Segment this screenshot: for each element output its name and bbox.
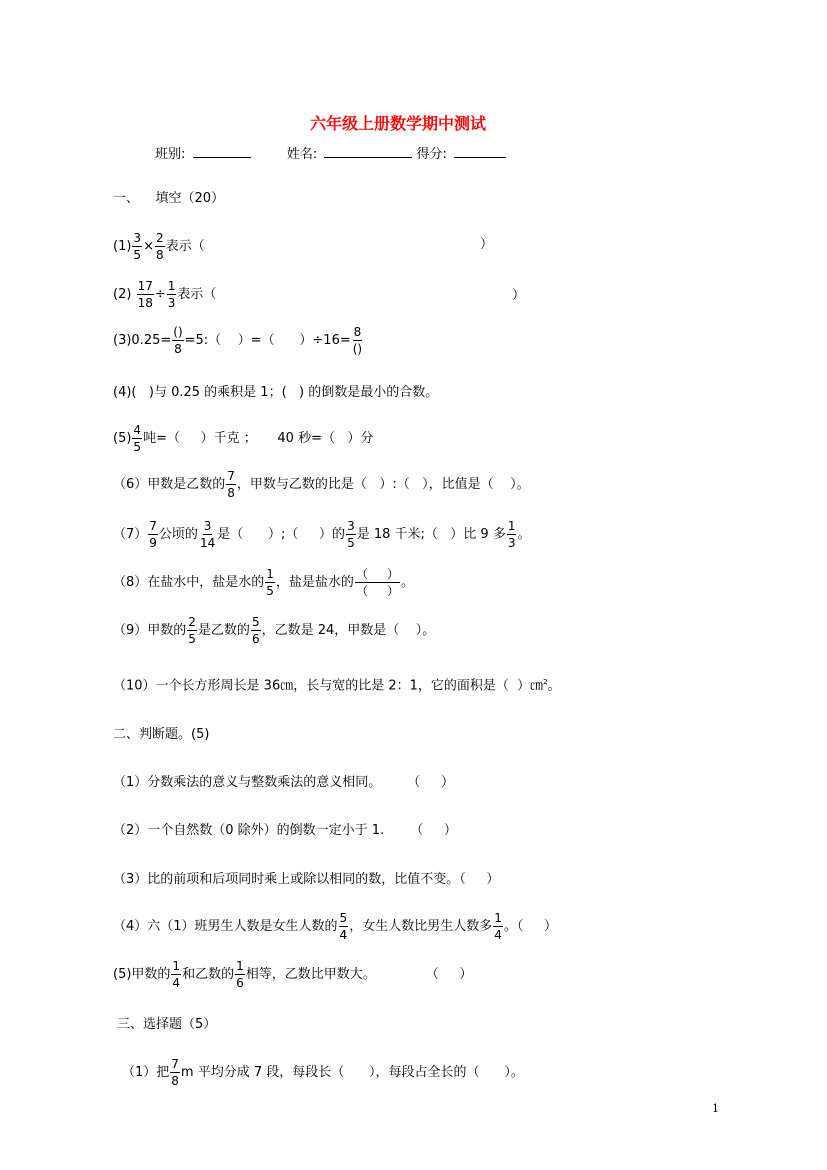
q-text: （2）一个自然数（0 除外）的倒数一定小于 1. <box>113 823 385 838</box>
s1-q2 <box>113 280 525 309</box>
class-blank[interactable] <box>193 157 251 158</box>
s1-q6 <box>113 470 530 499</box>
s3-q1 <box>122 1058 524 1087</box>
q-text: （4）六（1）班男生人数是女生人数的 <box>113 919 338 934</box>
q-text: ，盐是盐水的 <box>275 575 354 590</box>
fraction: $\frac{1}{3}$ <box>167 279 176 310</box>
fraction: $\frac{()}{8}$ <box>173 325 183 356</box>
q-text: 是乙数的 <box>197 623 250 638</box>
fraction: $\frac{7}{8}$ <box>171 1057 179 1088</box>
score-blank[interactable] <box>454 157 506 158</box>
page-title: 六年级上册数学期中测试 <box>310 114 487 133</box>
header-row <box>155 148 506 161</box>
q-text: （8）在盐水中，盐是水的 <box>113 575 265 590</box>
fraction: $\frac{2}{8}$ <box>155 231 164 262</box>
name-label: 姓名: <box>286 147 318 162</box>
s2-q4 <box>113 912 557 941</box>
s1-q10 <box>113 679 561 692</box>
name-blank[interactable] <box>324 157 412 158</box>
s1-q9 <box>113 616 435 645</box>
q-number: (2) <box>113 287 132 302</box>
q-text: 和乙数的 <box>182 967 235 982</box>
q-text: 是（ ）;（ ）的 <box>217 527 346 542</box>
q-text: 相等，乙数比甲数大。 <box>245 967 376 982</box>
fraction-blank[interactable]: $\frac{( )}{( )}$ <box>355 567 400 598</box>
q-text: （1）把 <box>122 1065 170 1080</box>
s2-q2 <box>113 824 457 837</box>
q-text: 公顷的 <box>158 527 198 542</box>
fraction: $\frac{17}{18}$ <box>137 279 153 310</box>
fraction: $\frac{7}{9}$ <box>149 519 157 550</box>
q-text: 。 <box>517 527 531 542</box>
s1-q7 <box>113 520 530 549</box>
q-text: ，乙数是 24，甲数是（ ）。 <box>261 623 436 638</box>
q-text: 。 <box>547 678 561 694</box>
q-text: 。 <box>401 575 415 590</box>
q-text: 表示（ <box>177 287 217 302</box>
q-text: (3)0.25= <box>113 333 172 348</box>
q-text: (5)甲数的 <box>113 967 171 982</box>
section3-heading: 三、选择题（5） <box>117 1017 217 1032</box>
fraction: $\frac{8}{()}$ <box>352 325 363 356</box>
q-close: ） <box>511 288 525 303</box>
fraction: $\frac{4}{5}$ <box>133 423 142 454</box>
fraction: $\frac{1}{3}$ <box>507 519 516 550</box>
q-number: (5) <box>113 431 132 446</box>
s1-q5 <box>113 424 373 453</box>
s1-q8 <box>113 568 414 597</box>
q-close: ） <box>479 237 493 252</box>
q-text: ，甲数与乙数的比是（ ）:（ ），比值是（ ）。 <box>236 477 530 492</box>
fraction: $\frac{3}{5}$ <box>133 231 142 262</box>
q-text: 。（ ） <box>503 919 558 934</box>
q-number: （7） <box>113 527 148 542</box>
s1-q4: (4)( )与 0.25 的乘积是 1；( ) 的倒数是最小的合数。 <box>113 385 439 400</box>
s2-q3: （3）比的前项和后项同时乘上或除以相同的数，比值不变。（ ） <box>113 872 500 887</box>
s2-q1 <box>113 776 454 789</box>
q-text: （10）一个长方形周长是 36㎝，长与宽的比是 2：1，它的面积是（ ）㎝ <box>113 678 544 694</box>
operator: ÷ <box>154 287 166 302</box>
answer-paren[interactable]: （ ） <box>425 967 473 982</box>
section1-heading: 一、 填空（20） <box>113 191 225 206</box>
class-label: 班别: <box>155 147 186 162</box>
fraction: $\frac{1}{5}$ <box>266 567 274 598</box>
section2-heading: 二、判断题。(5) <box>113 727 210 742</box>
fraction: $\frac{5}{4}$ <box>339 911 348 942</box>
fraction: $\frac{1}{4}$ <box>172 959 181 990</box>
fraction: $\frac{3}{14}$ <box>199 519 216 550</box>
superscript: 2 <box>543 678 548 686</box>
q-text: （1）分数乘法的意义与整数乘法的意义相同。 <box>113 775 382 790</box>
score-label: 得分: <box>416 147 447 162</box>
operator: × <box>143 239 154 254</box>
q-text: m 平均分成 7 段，每段长（ ），每段占全长的（ ）。 <box>180 1065 524 1080</box>
fraction: $\frac{1}{4}$ <box>494 911 502 942</box>
q-text: 表示（ <box>165 239 205 254</box>
answer-paren[interactable]: （ ） <box>407 775 454 790</box>
answer-paren[interactable]: （ ） <box>410 823 457 838</box>
fraction: $\frac{7}{8}$ <box>227 469 235 500</box>
fraction: $\frac{1}{6}$ <box>236 959 244 990</box>
s1-q1 <box>113 232 493 261</box>
q-number: (1) <box>113 239 132 254</box>
q-text: ，女生人数比男生人数多 <box>349 919 493 934</box>
fraction: $\frac{2}{5}$ <box>188 615 196 646</box>
q-text: 吨=（ ）千克 ； 40 秒=（ ）分 <box>143 431 374 446</box>
q-text: 是 18 千米;（ ）比 9 多 <box>356 527 506 542</box>
s1-q3 <box>113 326 364 355</box>
q-text: （6）甲数是乙数的 <box>113 477 226 492</box>
q-text: （9）甲数的 <box>113 623 187 638</box>
fraction: $\frac{3}{5}$ <box>347 519 355 550</box>
page-number: 1 <box>712 1102 719 1115</box>
q-text: =5:（ ）=（ ）÷16= <box>184 333 351 348</box>
s2-q5 <box>113 960 472 989</box>
fraction: $\frac{5}{6}$ <box>251 615 260 646</box>
